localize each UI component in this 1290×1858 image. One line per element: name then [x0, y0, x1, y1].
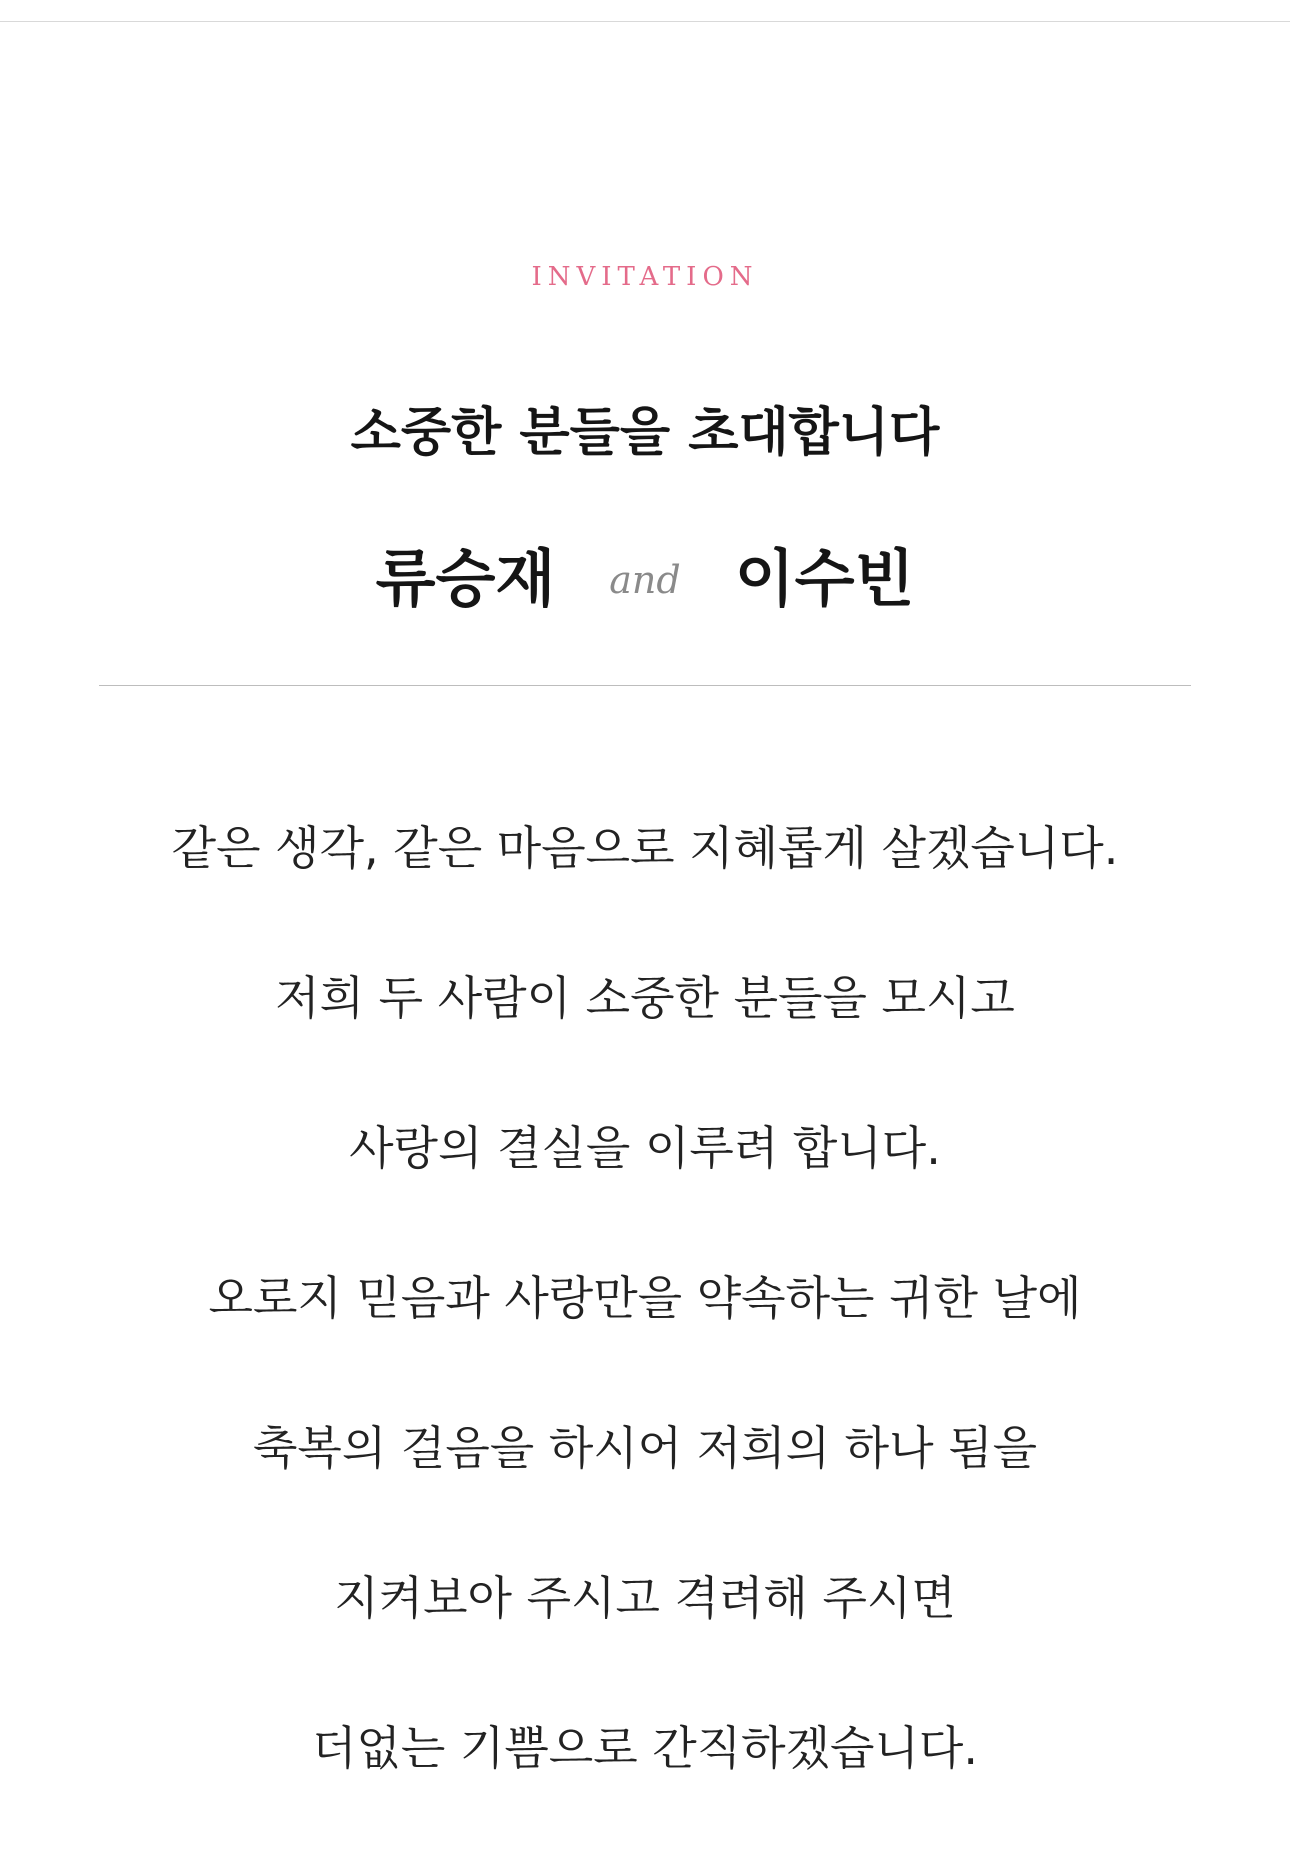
message-line: 같은 생각, 같은 마음으로 지혜롭게 살겠습니다.	[171, 821, 1119, 875]
message-line: 더없는 기쁨으로 간직하겠습니다.	[312, 1721, 978, 1775]
message-line: 축복의 걸음을 하시어 저희의 하나 됨을	[252, 1421, 1038, 1475]
invitation-message	[0, 808, 1290, 1858]
top-divider	[0, 21, 1290, 22]
message-line: 오로지 믿음과 사랑만을 약속하는 귀한 날에	[208, 1271, 1082, 1325]
message-line: 저희 두 사람이 소중한 분들을 모시고	[275, 971, 1015, 1025]
invitation-title: 소중한 분들을 초대합니다	[350, 402, 940, 463]
message-line: 지켜보아 주시고 격려해 주시면	[334, 1571, 956, 1625]
groom-name: 류승재	[375, 541, 556, 615]
message-line: 사랑의 결실을 이루려 합니다.	[349, 1121, 941, 1175]
name-connector: and	[609, 558, 681, 602]
invitation-eyebrow: INVITATION	[531, 262, 759, 292]
bride-name: 이수빈	[734, 541, 915, 615]
couple-names	[0, 533, 1290, 613]
section-divider	[99, 685, 1191, 686]
